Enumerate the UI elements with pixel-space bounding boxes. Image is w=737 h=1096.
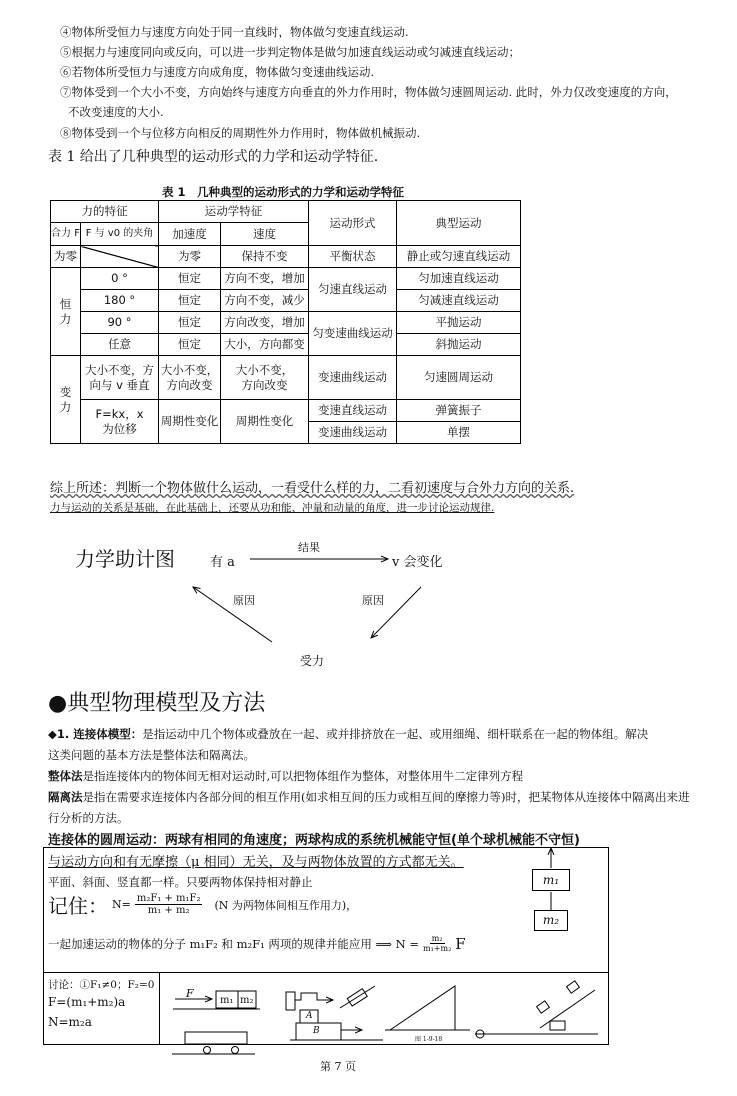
point-8: ⑧物体受到一个与位移方向相反的周期性外力作用时，物体做机械振动. (60, 126, 421, 140)
remember-label: 记住： (48, 894, 108, 918)
block-m2: m₂ (534, 910, 568, 931)
model-desc: 是指运动中几个物体或叠放在一起、或并排挤放在一起、或用细绳、细杆联系在一起的物体组。解决 (142, 727, 649, 741)
header-vel: 速度 (221, 223, 309, 246)
header-kin: 运动学特征 (159, 201, 309, 223)
equation-1: F=(m₁+m₂)a (48, 995, 126, 1009)
table-row: 90 ° 恒定 方向改变，增加 匀变速曲线运动 平抛运动 (51, 312, 521, 334)
fig-m2: m₂ (240, 995, 254, 1006)
table-row: 180 ° 恒定 方向不变，减少 匀减速直线运动 (51, 290, 521, 312)
node-force: 受力 (300, 654, 325, 668)
formula2-numerator: m₂ (431, 934, 443, 943)
section-title: ●典型物理模型及方法 (48, 691, 266, 716)
summary-2: 力与运动的关系是基础，在此基础上，还要从功和能、冲量和动量的角度，进一步讨论运动规律. (50, 502, 495, 514)
fig-force-label: F (186, 987, 194, 1000)
n-equals: N= (112, 898, 131, 911)
whole-method-label: 整体法 (48, 769, 83, 783)
model-desc-2: 这类问题的基本方法是整体法和隔离法。 (48, 748, 255, 762)
header-typical: 典型运动 (397, 201, 521, 246)
formula-denominator: m₁ + m₂ (147, 905, 190, 916)
label-result: 结果 (298, 541, 320, 554)
box-line-4: 一起加速运动的物体的分子 m₁F₂ 和 m₂F₁ 两项的规律并能应用 ⟹ N = (48, 936, 419, 951)
diagram-title: 力学助计图 (75, 547, 175, 571)
header-angle: F 与 v0 的夹角 (81, 223, 159, 246)
header-acc: 加速度 (159, 223, 221, 246)
header-net: 合力 F (51, 223, 81, 246)
block-m1: m₁ (532, 869, 570, 891)
isolation-method-desc-2: 行分析的方法。 (48, 811, 129, 825)
table-caption: 表 1 几种典型的运动形式的力学和运动学特征 (162, 185, 405, 199)
table-row: 变 力 大小不变，方向与 v 垂直 大小不变，方向改变 大小不变，方向改变 变速曲线运动 匀速圆周运动 (51, 356, 521, 400)
point-7: ⑦物体受到一个大小不变，方向始终与速度方向垂直的外力作用时，物体做匀速圆周运动. 此时，外力仅改变速度的方向， (60, 85, 677, 99)
page-number: 第 7 页 (320, 1060, 356, 1073)
table-row: 为零 为零 保持不变 平衡状态 静止或匀速直线运动 (51, 246, 521, 268)
table-row: F=kx，x 为位移 周期性变化 周期性变化 变速直线运动 弹簧振子 (51, 400, 521, 422)
box-line-2: 平面、斜面、竖直都一样。只要两物体保持相对静止 (48, 875, 313, 889)
discussion: 讨论：①F₁≠0；F₂=0 (48, 979, 155, 991)
point-7-cont: 不改变速度的大小. (68, 105, 164, 119)
summary-1: 综上所述：判断一个物体做什么运动，一看受什么样的力，二看初速度与合外力方向的关系. (50, 481, 575, 496)
label-cause-2: 原因 (362, 594, 384, 607)
table-row: 变速曲线运动 单摆 (51, 422, 521, 444)
intro: 表 1 给出了几种典型的运动形式的力学和运动学特征. (48, 149, 379, 165)
formula-note: (N 为两物体间相互作用力)， (214, 898, 358, 912)
formula2-denominator: m₁+m₂ (422, 944, 452, 953)
fig-caption: 图 1-9-18 (415, 1036, 443, 1043)
fig-block-b: B (313, 1026, 320, 1036)
header-form: 运动形式 (309, 201, 397, 246)
point-5: ⑤根据力与速度同向或反向，可以进一步判定物体是做匀加速直线运动或匀减速直线运动； (60, 45, 520, 59)
whole-method-desc: 是指连接体内的物体间无相对运动时,可以把物体组作为整体，对整体用牛二定律列方程 (82, 769, 524, 783)
node-a: 有 a (210, 555, 235, 570)
header-force: 力的特征 (51, 201, 159, 223)
point-4: ④物体所受恒力与速度方向处于同一直线时，物体做匀变速直线运动. (60, 25, 409, 39)
formula2-F: F (455, 934, 466, 953)
equation-2: N=m₂a (48, 1015, 92, 1029)
node-v: v 会变化 (392, 555, 443, 570)
fig-m1: m₁ (220, 995, 234, 1006)
table-row: 恒 力 0 ° 恒定 方向不变，增加 匀速直线运动 匀加速直线运动 (51, 268, 521, 290)
isolation-method-desc: 是指在需要求连接体内各部分间的相互作用(如求相互间的压力或相互间的摩擦力等)时，把某物体从连接体中隔离出来进 (82, 790, 690, 804)
label-cause-1: 原因 (233, 594, 255, 607)
formula-numerator: m₂F₁ + m₁F₂ (136, 893, 201, 904)
fig-block-a: A (306, 1011, 313, 1021)
model-heading: ◆1. 连接体模型： (48, 727, 143, 741)
circular-motion-note: 连接体的圆周运动：两球有相同的角速度；两球构成的系统机械能守恒(单个球机械能不守恒) (48, 833, 580, 848)
point-6: ⑥若物体所受恒力与速度方向成角度，物体做匀变速曲线运动. (60, 65, 375, 79)
table-row: 任意 恒定 大小，方向都变 斜抛运动 (51, 334, 521, 356)
box-line-1: 与运动方向和有无摩擦（μ 相同）无关，及与两物体放置的方式都无关。 (48, 855, 464, 870)
isolation-method-label: 隔离法 (48, 790, 83, 804)
